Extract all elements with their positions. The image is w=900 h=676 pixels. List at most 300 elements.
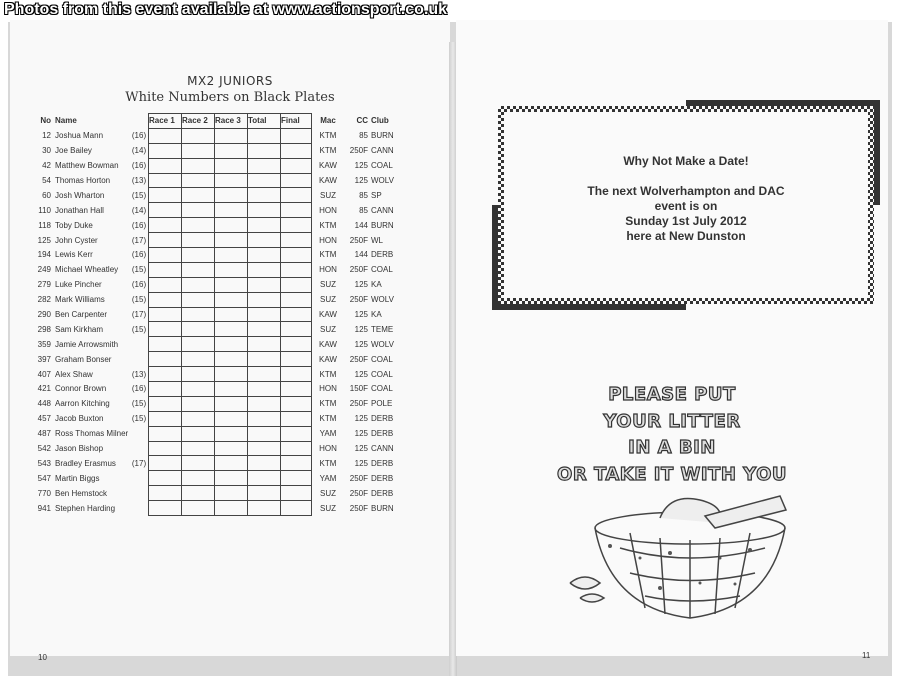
rider-number: 290: [37, 310, 51, 320]
rider-machine: KTM: [319, 146, 337, 156]
race3-cell: [215, 173, 248, 188]
race3-cell: [215, 411, 248, 426]
rider-cc: 250F: [349, 354, 368, 364]
rider-name: Martin Biggs: [55, 473, 100, 483]
final-cell: [281, 441, 312, 456]
total-cell: [248, 426, 281, 441]
rider-name: Alex Shaw: [55, 369, 93, 379]
rider-name: Joe Bailey: [55, 146, 92, 156]
race2-cell: [182, 501, 215, 516]
table-row: [28, 322, 411, 337]
final-cell: [281, 128, 312, 143]
rider-name: Thomas Horton: [55, 176, 111, 185]
rider-name: Luke Pincher: [55, 280, 102, 290]
race2-cell: [182, 292, 215, 307]
final-cell: [281, 367, 312, 382]
rider-number: 543: [37, 458, 51, 468]
race1-cell: [149, 396, 182, 411]
race2-cell: [182, 233, 215, 248]
rider-cc: 125: [354, 280, 368, 290]
rider-number: 42: [42, 161, 51, 171]
total-cell: [248, 337, 281, 352]
rider-name: Toby Duke: [55, 220, 93, 230]
rider-machine: KAW: [319, 339, 337, 349]
header-race2: Race 2: [182, 114, 215, 129]
rider-cc: 125: [354, 310, 368, 320]
race3-cell: [215, 322, 248, 337]
race2-cell: [182, 367, 215, 382]
race1-cell: [149, 322, 182, 337]
total-cell: [248, 352, 281, 367]
race2-cell: [182, 203, 215, 218]
table-row: [28, 307, 411, 322]
rider-age: [130, 352, 149, 367]
race3-cell: [215, 277, 248, 292]
rider-number: 448: [37, 399, 51, 409]
total-cell: [248, 233, 281, 248]
rider-cc: 125: [354, 369, 368, 379]
final-cell: [281, 352, 312, 367]
rider-number: 487: [37, 429, 51, 439]
header-race1: Race 1: [149, 114, 182, 129]
rider-club: CANN: [371, 146, 394, 156]
rider-machine: SUZ: [320, 190, 336, 200]
table-header-row: [28, 114, 411, 129]
rider-club: BURN: [371, 503, 394, 513]
rider-name: Aarron Kitching: [55, 399, 110, 409]
rider-name: Ross Thomas Milner: [55, 429, 129, 439]
rider-name: Lewis Kerr: [55, 250, 93, 260]
total-cell: [248, 248, 281, 263]
rider-age: [130, 426, 149, 441]
race3-cell: [215, 441, 248, 456]
rider-club: WL: [371, 235, 383, 245]
header-no: No: [40, 116, 51, 126]
race1-cell: [149, 158, 182, 173]
total-cell: [248, 456, 281, 471]
race2-cell: [182, 471, 215, 486]
rider-cc: 85: [359, 205, 368, 215]
rider-number: 282: [37, 295, 51, 305]
rider-cc: 250F: [349, 295, 368, 305]
rider-club: BURN: [371, 220, 394, 230]
litter-line-3: IN A BIN: [628, 437, 716, 458]
final-cell: [281, 411, 312, 426]
litter-notice: [456, 382, 888, 488]
rider-machine: HON: [319, 384, 337, 394]
race1-cell: [149, 262, 182, 277]
race1-cell: [149, 248, 182, 263]
rider-number: 118: [38, 220, 51, 230]
rider-machine: HON: [319, 265, 337, 275]
race3-cell: [215, 188, 248, 203]
final-cell: [281, 322, 312, 337]
total-cell: [248, 218, 281, 233]
rider-cc: 150F: [349, 384, 368, 394]
rider-cc: 125: [354, 429, 368, 439]
rider-club: WOLV: [371, 295, 394, 305]
rider-machine: SUZ: [320, 503, 336, 513]
race1-cell: [149, 337, 182, 352]
rider-machine: HON: [319, 235, 337, 245]
race3-cell: [215, 158, 248, 173]
table-row: [28, 128, 411, 143]
rider-name: Connor Brown: [55, 384, 107, 394]
table-row: [28, 262, 411, 277]
date-line-4: here at New Dunston: [626, 229, 746, 243]
rider-name: Bradley Erasmus: [55, 458, 116, 468]
rider-machine: KTM: [319, 458, 337, 468]
rider-number: 12: [42, 131, 51, 141]
race3-cell: [215, 292, 248, 307]
race3-cell: [215, 262, 248, 277]
rider-club: WOLV: [371, 176, 394, 185]
rider-name: Jason Bishop: [55, 444, 104, 454]
total-cell: [248, 292, 281, 307]
rider-club: KA: [371, 280, 382, 290]
rider-name: Jacob Buxton: [55, 414, 104, 424]
litter-line-1: PLEASE PUT: [608, 384, 736, 405]
table-row: [28, 486, 411, 501]
race1-cell: [149, 471, 182, 486]
rider-cc: 250F: [349, 399, 368, 409]
race2-cell: [182, 456, 215, 471]
date-heading: Why Not Make a Date!: [623, 154, 749, 168]
rider-number: 30: [42, 146, 51, 156]
race1-cell: [149, 218, 182, 233]
race2-cell: [182, 396, 215, 411]
race3-cell: [215, 352, 248, 367]
rider-club: COAL: [371, 161, 393, 171]
race3-cell: [215, 396, 248, 411]
rider-number: 941: [37, 503, 51, 513]
rider-age: (15): [131, 399, 147, 409]
race3-cell: [215, 501, 248, 516]
table-row: [28, 173, 411, 188]
rider-number: 60: [42, 190, 51, 200]
rider-cc: 250F: [349, 488, 368, 498]
final-cell: [281, 307, 312, 322]
race1-cell: [149, 173, 182, 188]
rider-age: [130, 441, 149, 456]
table-row: [28, 471, 411, 486]
race1-cell: [149, 501, 182, 516]
rider-machine: KAW: [319, 161, 337, 171]
rider-club: TEME: [371, 324, 394, 334]
race1-cell: [149, 441, 182, 456]
race2-cell: [182, 382, 215, 397]
rider-age: (13): [131, 369, 147, 379]
race3-cell: [215, 486, 248, 501]
table-row: [28, 441, 411, 456]
rider-cc: 125: [354, 444, 368, 454]
total-cell: [248, 486, 281, 501]
rider-name: Mark Williams: [55, 295, 105, 305]
rider-machine: KAW: [319, 354, 337, 364]
final-cell: [281, 337, 312, 352]
date-box-inner: [504, 112, 868, 298]
race2-cell: [182, 322, 215, 337]
race1-cell: [149, 292, 182, 307]
rider-club: DERB: [371, 250, 394, 260]
rider-age: [130, 337, 149, 352]
race1-cell: [149, 128, 182, 143]
rider-age: (15): [131, 414, 147, 424]
race2-cell: [182, 128, 215, 143]
race2-cell: [182, 173, 215, 188]
total-cell: [248, 307, 281, 322]
race3-cell: [215, 367, 248, 382]
rider-club: CANN: [371, 444, 394, 454]
race1-cell: [149, 486, 182, 501]
total-cell: [248, 188, 281, 203]
table-row: [28, 203, 411, 218]
rider-machine: KTM: [319, 369, 337, 379]
rider-name: Michael Wheatley: [55, 265, 119, 275]
final-cell: [281, 158, 312, 173]
final-cell: [281, 188, 312, 203]
rider-age: (16): [131, 384, 147, 394]
rider-club: DERB: [371, 458, 394, 468]
rider-cc: 125: [354, 176, 368, 185]
race3-cell: [215, 218, 248, 233]
rider-machine: YAM: [319, 429, 337, 439]
final-cell: [281, 233, 312, 248]
race2-cell: [182, 188, 215, 203]
table-row: [28, 188, 411, 203]
race2-cell: [182, 486, 215, 501]
rider-number: 421: [37, 384, 51, 394]
rider-number: 279: [37, 280, 51, 290]
race2-cell: [182, 277, 215, 292]
rider-cc: 85: [359, 190, 368, 200]
rider-number: 194: [37, 250, 51, 260]
final-cell: [281, 173, 312, 188]
race3-cell: [215, 128, 248, 143]
race2-cell: [182, 411, 215, 426]
rider-machine: KAW: [319, 310, 337, 320]
rider-age: [130, 486, 149, 501]
table-row: [28, 218, 411, 233]
litter-line-2: YOUR LITTER: [603, 410, 741, 432]
rider-age: (15): [131, 265, 147, 275]
final-cell: [281, 292, 312, 307]
race1-cell: [149, 411, 182, 426]
race2-cell: [182, 307, 215, 322]
race2-cell: [182, 337, 215, 352]
race3-cell: [215, 233, 248, 248]
header-age: [130, 114, 149, 129]
rider-age: (17): [131, 235, 147, 245]
rider-machine: KTM: [319, 414, 337, 424]
table-row: [28, 233, 411, 248]
header-cc: CC: [356, 116, 368, 126]
rider-number: 407: [37, 369, 51, 379]
rider-number: 547: [37, 473, 51, 483]
final-cell: [281, 456, 312, 471]
table-row: [28, 277, 411, 292]
table-row: [28, 396, 411, 411]
rider-age: (13): [131, 176, 147, 185]
final-cell: [281, 262, 312, 277]
rider-number: 54: [42, 176, 51, 185]
rider-age: (15): [131, 190, 147, 200]
race2-cell: [182, 426, 215, 441]
rider-club: DERB: [371, 414, 394, 424]
rider-name: Stephen Harding: [55, 503, 116, 513]
race2-cell: [182, 352, 215, 367]
rider-age: (14): [131, 205, 147, 215]
final-cell: [281, 501, 312, 516]
rider-cc: 85: [359, 131, 368, 141]
race2-cell: [182, 218, 215, 233]
race1-cell: [149, 456, 182, 471]
total-cell: [248, 277, 281, 292]
rider-cc: 125: [354, 339, 368, 349]
race3-cell: [215, 248, 248, 263]
rider-machine: SUZ: [320, 488, 336, 498]
rider-machine: KAW: [319, 176, 337, 185]
header-mac: Mac: [320, 116, 336, 126]
class-subtitle: White Numbers on Black Plates: [125, 90, 335, 105]
race2-cell: [182, 158, 215, 173]
race3-cell: [215, 471, 248, 486]
race1-cell: [149, 143, 182, 158]
rider-cc: 250F: [349, 503, 368, 513]
rider-age: (16): [131, 280, 147, 290]
date-line-1: The next Wolverhampton and DAC: [587, 184, 785, 198]
table-row: [28, 248, 411, 263]
table-row: [28, 456, 411, 471]
rider-club: DERB: [371, 488, 394, 498]
rider-machine: SUZ: [320, 295, 336, 305]
header-total: Total: [248, 114, 281, 129]
rider-name: Graham Bonser: [55, 354, 112, 364]
rider-cc: 125: [354, 324, 368, 334]
race2-cell: [182, 262, 215, 277]
race1-cell: [149, 277, 182, 292]
date-line-2: event is on: [654, 199, 718, 213]
rider-age: (15): [131, 295, 147, 305]
rider-machine: SUZ: [320, 324, 336, 334]
race1-cell: [149, 426, 182, 441]
rider-machine: KTM: [319, 399, 337, 409]
total-cell: [248, 173, 281, 188]
table-row: [28, 337, 411, 352]
rider-number: 110: [38, 205, 51, 215]
rider-machine: HON: [319, 205, 337, 215]
race1-cell: [149, 203, 182, 218]
class-title: MX2 JUNIORS: [187, 74, 273, 88]
race3-cell: [215, 337, 248, 352]
rider-club: BURN: [371, 131, 394, 141]
final-cell: [281, 396, 312, 411]
table-row: [28, 292, 411, 307]
rider-cc: 250F: [349, 473, 368, 483]
rider-number: 125: [37, 235, 51, 245]
final-cell: [281, 218, 312, 233]
final-cell: [281, 486, 312, 501]
race2-cell: [182, 143, 215, 158]
rider-age: (17): [131, 458, 147, 468]
rider-machine: YAM: [319, 473, 337, 483]
header-club: Club: [371, 116, 389, 126]
rider-age: [130, 471, 149, 486]
rider-age: (14): [131, 146, 147, 156]
rider-club: KA: [371, 310, 382, 320]
rider-age: (16): [131, 250, 147, 260]
rider-machine: SUZ: [320, 280, 336, 290]
final-cell: [281, 248, 312, 263]
rider-age: (17): [131, 310, 147, 320]
rider-cc: 250F: [349, 265, 368, 275]
race3-cell: [215, 307, 248, 322]
rider-cc: 250F: [349, 146, 368, 156]
total-cell: [248, 203, 281, 218]
race1-cell: [149, 307, 182, 322]
rider-number: 249: [37, 265, 51, 275]
date-line-3: Sunday 1st July 2012: [625, 214, 747, 228]
litter-line-4: OR TAKE IT WITH YOU: [557, 463, 787, 485]
rider-club: COAL: [371, 384, 393, 394]
rider-cc: 144: [354, 250, 368, 260]
final-cell: [281, 382, 312, 397]
header-name: Name: [55, 116, 77, 126]
total-cell: [248, 501, 281, 516]
rider-name: Jamie Arrowsmith: [55, 339, 119, 349]
race1-cell: [149, 233, 182, 248]
watermark-banner: [0, 0, 900, 22]
page-number-left: 10: [38, 653, 47, 662]
rider-club: DERB: [371, 473, 394, 483]
rider-age: (16): [131, 131, 147, 141]
rider-number: 457: [37, 414, 51, 424]
rider-age: (16): [131, 220, 147, 230]
final-cell: [281, 203, 312, 218]
race3-cell: [215, 426, 248, 441]
rider-machine: KTM: [319, 220, 337, 230]
final-cell: [281, 143, 312, 158]
rider-machine: KTM: [319, 131, 337, 141]
rider-club: WOLV: [371, 339, 394, 349]
total-cell: [248, 411, 281, 426]
race2-cell: [182, 248, 215, 263]
rider-club: CANN: [371, 205, 394, 215]
race3-cell: [215, 382, 248, 397]
table-row: [28, 352, 411, 367]
table-row: [28, 143, 411, 158]
table-row: [28, 382, 411, 397]
race3-cell: [215, 456, 248, 471]
rider-name: John Cyster: [55, 235, 98, 245]
total-cell: [248, 128, 281, 143]
rider-machine: HON: [319, 444, 337, 454]
rider-number: 298: [37, 324, 51, 334]
rider-number: 359: [37, 339, 51, 349]
rider-cc: 250F: [349, 235, 368, 245]
rider-number: 542: [37, 444, 51, 454]
total-cell: [248, 367, 281, 382]
race1-cell: [149, 352, 182, 367]
rider-age: [130, 501, 149, 516]
race1-cell: [149, 382, 182, 397]
date-text: [504, 184, 868, 244]
rider-cc: 125: [354, 161, 368, 171]
rider-club: COAL: [371, 265, 393, 275]
rider-name: Ben Carpenter: [55, 310, 108, 320]
table-row: [28, 426, 411, 441]
race1-cell: [149, 188, 182, 203]
